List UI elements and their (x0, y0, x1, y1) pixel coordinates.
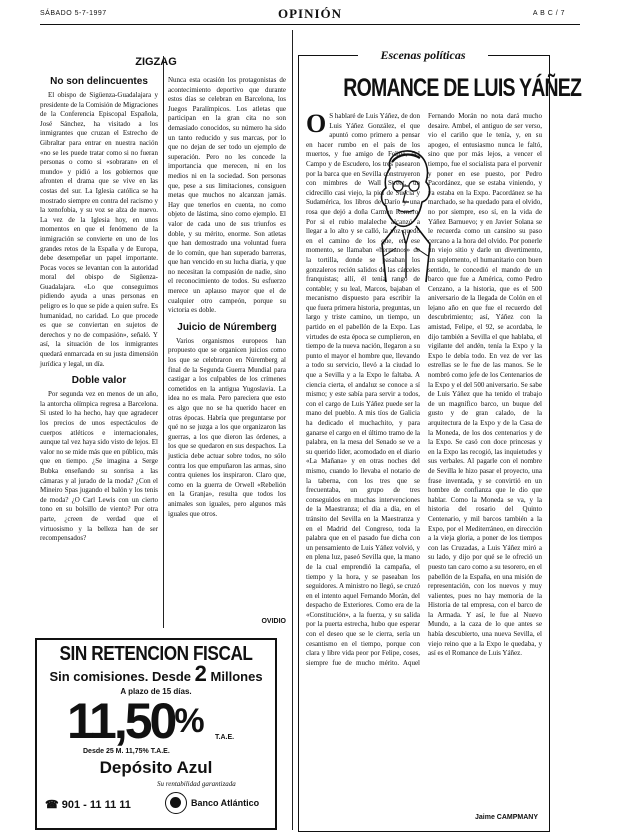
article-heading: No son delincuentes (50, 76, 148, 87)
header-rule (40, 24, 580, 25)
zigzag-column-left (40, 56, 177, 626)
ad-bank: Banco Atlántico (191, 798, 260, 808)
column-divider (163, 56, 164, 628)
ad-tagline: Su rentabilidad garantizada (157, 780, 236, 788)
article-body: Nunca esta ocasión los protagonistas de acontecimiento deportivo que durante estos días se celebran en Barcelona, los Juegos Paralímpicos. Los atletas que participan en la gran cita no son demasiado conocidos, su número ha sido un tanto reducido y sus marcas, por lo que no dejan de ser todo un ejemplo de superación. Pero no les concede la importancia que merecen, ni en los medios ni en la sociedad. Son personas que, pese a sus limitaciones, consiguen metas que muchos no alcanzan jamás. Hay que tenerlos en cuenta, no como objeto de lástima, sino como ejemplo. El valor de cada uno de sus triunfos es doble, y su mérito, enorme. Son atletas que han demostrado una voluntad fuera de lo común, que han superado barreras, que han vencido en su lucha diaria, y que no necesitan la compasión de nadie, sino el reconocimiento de todos. Su esfuerzo merece un aplauso mayor que el de cualquier otro campeón, porque su victoria es doble. (168, 76, 286, 315)
ad-subline: Sin comisiones. Desde (49, 669, 192, 684)
ad-percent: % (174, 702, 202, 740)
column-text: S hablaré de Luis Yáñez, de don Luis Yáñez González, el que apuntó como primero a pensar en hacer rumbo en el país de los muertos, y fue amigo de Felipe, del Campo y de Escudero, los tres pasearon por la barca que en Sevilla construyeron con mimbres de Wall Street, un cidrecillo casi viejo, la piel de Suecia y Sudamérica, los libros de Darío y una rosa que dejó a doña Carmen Romero. Por si el rubio malaleche alcanzó a llegar a lo alto y se calló, la voz quedó en el camino de los que, en ese momento, se llamaban «hermanos» de la tortilla, donde se pasaban los gonzaleros recién salidos de las cárceles franquistas; allí, él tenía rango de contable; y su leal, Marcos, bajaban el mecanismo dispuesto para escribir la que fuera primera historia, preguntas, un largo y triste camino, un tiempo, un partido en el pabellón de la Expo. Las virtudes de esta época se cumplieron, en tiempo de la nueva nación, llegaron a su punto el mayor el hombre que, llevando a todo su servicio, llevó a la ciudad lo que a Sevilla y a la Expo le faltaba. A ciencia cierta, el andaluz se conoce a sí mismo; y este sabía para servir a todos, con el cargo de Luis Yáñez puede ser la mano del pueblo. A mis tíos de Galicia ha dedicado el muchachito, y para ganarse el cargo en el último tramo de la palabra, en la mesa del Senado se ve a su querido líder, acomodado en el diario «La Mañana» y en otras noches del mismo, cuando lo llevaba el notario de la taberna, con los tres que se frecuentaba, un grupo de tres conseguidos en muchas intervenciones de la Maestranza; el día a día, en el tránsito del Sevilla en la Maestranza y en el Madrid del Congreso, toda la palabra que en el pasado fue dicha con un pensamiento de Luis Yáñez volvió, y en plena luz, paseó Sevilla que, la mano de la cual emprendió la campaña, el tiempo y la hora, y se paseaban los seguidores. A ministro no llegó, se cruzó en el intento aquel Fernando Morán, del despacho de Exteriores. Como era de la «Constitución», a la fuerza, y su salida por la puerta estrecha, hubo que esperar con el deseo que se le cierra, sería un cesantismo en el tiempo, porque con clara y libre vida peor por Felipe, coses, siempre fue de mucho mérito. Aquel Fernando Morán no nota dará mucho desaire. Ambel, el antiguo de ser verso, vio el cariño que le tenía, y, en su apogeo, el entusiasmo nunca le faltó, sino que por más lejos, a vencer el tiempo, fue el socialista para el porvenir y poner en ese puesto, por Pedro Pacordánez, que se estaba viniendo, y ya estaba en la Expo. Pacordánez se ha marchado, se ha quedado para el olvido, no por siempre, eso sí, en la vida de Yáñez Barnuevo; y en Javier Solana se le recuerda como un cansino su paso cercano a la hora del olvido. Por ponerle un viejo sitio y darle un divertimento, un suplemento, el humanitario con buen sentido, le concedió el mando de un barco que fue a América, como Pedro Cenzano, a la historia, que es el 500 aniversario de la llegada de Colón en el lejano año en que fue el recuerdo del descubrimiento; así, Yáñez con la amistad, Felipe, el 92, se acordaba, le dijo también a Sevilla el que hablaba, el vigilante del andén, tenía la Expo y la Expo le debía todo. En vez de ver las estrellas se le fue de las manos. Se le nombró como jefe de los Centenarios de la Expo y el del 500 aniversario. Se sabe de Luis Yáñez que ha tenido el trabajo de un magnífico barco, un buque del gusto y de gran calado, de la arquitectura de la Expo y de la Casa de la Moneda, de los dos centenarios y de la Expo. Se casó con doce princesas y en la Expo las recogió, las inquietudes y sus verbales. Al pagarle con el nombre de Sevilla le hizo pasar el proyecto, una frase inventada, y se convirtió en un hombre de confianza que le dio que hablar. Como la Moneda se va, y la historia del rosario del Quinto Centenario, y mil barcos también a la Expo, por el Mediterráneo, en dirección a la vieja gloria, a poner de los tiempos con las Cruzadas, a Luis Yáñez miró a su lado, y dijo por qué se le ofreció un puesto tan caro como a su tesorero, en el pabellón de la España, en una misión de representación, con los nuevos y muy valientes, pues no hay memoria de la Historia de tal empresa, con el barco de la Armada. Y así, le fue al Nuevo Mundo, a la caza de lo que antes se había descubierto, una nueva Sevilla, el viejo reino que a la Expo le quedaba, y así es el Romance de Luis Yáñez. (306, 112, 542, 667)
zigzag-column-right (168, 76, 286, 596)
column-kicker: Escenas políticas (358, 48, 488, 63)
ad-small-print: Desde 25 M. 11,75% T.A.E. (83, 748, 170, 755)
article-body: El obispo de Sigüenza-Guadalajara y presidente de la Comisión de Migraciones de la Conferencia Episcopal Española, José Sánchez, ha visitado a los inmigrantes que cruzan el Estrecho de Gibraltar para entrar en nuestra nación «no se les puede tratar como si no fueran personas o como si «sobraran» en el mundo» y pidió a los gobiernos que afronten el drama que se vive en las costas del sur. La Iglesia católica se ha mostrado siempre en contra del racismo y la xenofobia, y su voz se alza de nuevo. La vez de la Iglesia hoy, en unos momentos en que el fenómeno de la inmigración se convierte en uno de los grandes retos de la España y de Europa, debe desempeñar un papel importante. Pocas voces se levantan con la autoridad moral del obispo de Sigüenza-Guadalajara. «Lo que conseguimos pidiendo ayuda a unas personas en peligro es lo que se pide a quien sufre. Es humanidad, no caridad. Lo que procede es que se conviertan en sujetos de derechos y no de compasión», señaló. Y así, la situación de los inmigrantes quedará enmarcada en su justa dimensión jurídica y legal, un día. (40, 91, 158, 368)
column-body (306, 109, 542, 812)
article-body: Varios organismos europeos han propuesto que se organicen juicios como los que se celebraron en Núremberg al final de la Segunda Guerra Mundial para castigar a los culpables de los crímenes cometidos en la antigua Yugoslavia. La idea no es mala. Pero pareciera que esto es algo que no se ha querido hacer en otras épocas. Habría que preguntarse por qué no se juzga a los que organizaron las guerras, a los que dieron las órdenes, a los que se quedaron en sus despachos. La justicia debe actuar sobre todos, no sólo contra los que empuñaron las armas, sino contra quienes los inspiraron. Claro que, como en la guerra de Orwell «Rebelión en la Granja», resulta que todos los animales son iguales, pero algunos más iguales que otros. (168, 336, 286, 518)
phone-icon: ☎ (45, 799, 59, 811)
ad-headline: SIN RETENCION FISCAL (59, 643, 253, 665)
column-signature: Jaime CAMPMANY (474, 814, 538, 821)
ad-amount-unit: Millones (210, 669, 263, 684)
article-heading: Juicio de Núremberg (177, 321, 277, 333)
ad-phone[interactable]: 901 - 11 11 11 (61, 799, 131, 811)
deposit-advertisement[interactable] (35, 638, 277, 830)
zigzag-title: ZIGZAG (135, 56, 177, 68)
ad-phone-row[interactable] (45, 798, 131, 811)
article-heading: Doble valor (71, 375, 127, 387)
issue-date: SÁBADO 5-7-1997 (40, 10, 107, 17)
ad-subline-row (37, 661, 275, 686)
ad-rate-row (67, 695, 202, 747)
column-title: ROMANCE DE LUIS YÁÑEZ (343, 74, 582, 102)
ad-rate-label: T.A.E. (215, 734, 235, 741)
page-folio: A B C / 7 (532, 10, 565, 17)
ad-product: Depósito Azul (99, 758, 213, 777)
zigzag-signature: OVIDIO (261, 618, 286, 625)
dropcap: O (306, 109, 327, 138)
column-divider (292, 30, 293, 830)
article-body: Por segunda vez en menos de un año, la antorcha olímpica regresa a Barcelona. Si usted lo ha hecho, hay que agradecer los precios de unos espectáculos de cuerpos atléticos e internacionales, aunque tal vez haya sido visto de lejos. El valor no se mide más que en público, más que en tiempo. ¿Se imagina a Serge Bubka enseñando su sonrisa a las cámaras y al jurado de la moda? ¿Con el Mineiro Spas jugando el balón y los tenis de moda? ¿O Carl Lewis con un cierto tono en su bolsillo de viento? Por otra parte, ¿creen de verdad que el virtuosismo y la belleza han de ser recompensados? (40, 390, 158, 543)
ad-term: A plazo de 15 días. (120, 687, 192, 696)
ad-rate: 11,50 (67, 693, 175, 749)
section-title: OPINIÓN (277, 6, 343, 21)
ad-amount: 2 (194, 661, 207, 686)
bank-logo-icon (165, 792, 187, 814)
